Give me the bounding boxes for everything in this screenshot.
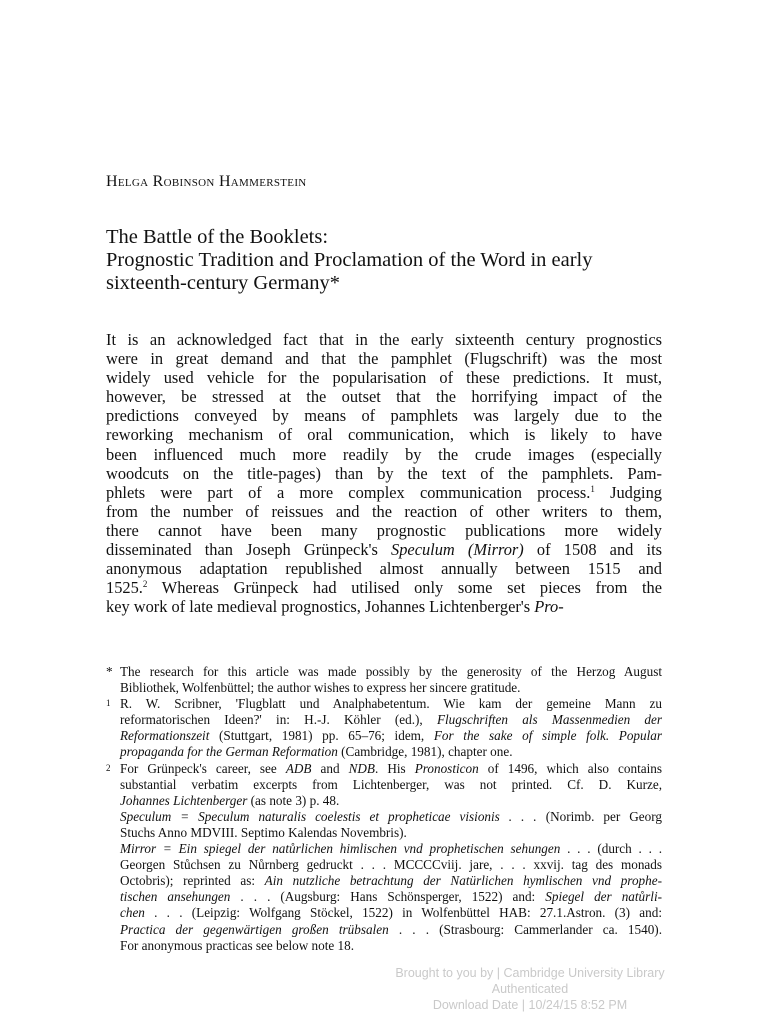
body-line: reworking mechanism of oral communication, which is likely to have bbox=[106, 425, 662, 445]
footnote-text: (Stuttgart, 1981) pp. 65–76; idem, bbox=[209, 728, 434, 744]
footnote-line bbox=[120, 922, 662, 938]
footnote-line bbox=[120, 809, 662, 825]
author-name: Helga Robinson Hammerstein bbox=[106, 173, 307, 190]
book-title: Practica der gegenwärtigen großen trübsalen bbox=[120, 921, 389, 937]
book-title: tischen ansehungen bbox=[120, 889, 231, 905]
footnote-line bbox=[120, 728, 662, 744]
body-line bbox=[106, 597, 662, 616]
footnote-line bbox=[120, 761, 662, 777]
footnote-text: . . . (Leipzig: Wolfgang Stöckel, 1522) in Wolfenbüttel HAB: 27.1.Astron. (3) and: bbox=[144, 905, 662, 921]
body-line: predictions conveyed by means of pamphlets was largely due to the bbox=[106, 406, 662, 426]
footnote-line bbox=[120, 712, 662, 728]
footnote-line: substantial verbatim excerpts from Lichtenberger, was not printed. Cf. D. Kurze, bbox=[120, 776, 662, 792]
footnote-mark: 2 bbox=[106, 762, 111, 773]
book-title: chen bbox=[120, 905, 145, 921]
footnote-text: . . . (durch . . . bbox=[560, 841, 662, 857]
footnote-text: (as note 3) p. 48. bbox=[247, 792, 340, 808]
footnote-text: Octobris); reprinted as: bbox=[120, 873, 265, 889]
title-line: The Battle of the Booklets: bbox=[106, 226, 329, 248]
footnote-line: Georgen Stůchsen zu Nůrnberg gedruckt . . . MCCCCviij. jare, . . . xxvij. tag des monads bbox=[120, 857, 662, 873]
footnote-text: . . . (Augsburg: Hans Schönsperger, 1522) and: bbox=[230, 889, 546, 905]
footnote-line: The research for this article was made possibly by the generosity of the Herzog August bbox=[120, 664, 662, 679]
body-line bbox=[106, 483, 662, 502]
body-line: been influenced much more readily by the crude images (especially bbox=[106, 444, 662, 464]
book-title: Speculum = Speculum naturalis coelestis et propheticae visionis . . . bbox=[120, 808, 537, 824]
footnote-text: (Cambridge, 1981), chapter one. bbox=[337, 744, 513, 760]
body-text: Judging bbox=[594, 482, 662, 502]
body-text: phlets were part of a more complex communication process. bbox=[106, 482, 591, 502]
book-title: Ain nutzliche betrachtung der Natürlichen hymlischen vnd prophe- bbox=[264, 873, 662, 889]
footnote-text: and bbox=[311, 760, 349, 776]
footnote-ref[interactable]: 2 bbox=[142, 579, 148, 590]
book-title: Pro- bbox=[534, 597, 564, 617]
book-title: Pronosticon bbox=[414, 760, 479, 776]
footnote-line bbox=[120, 905, 662, 921]
body-line: there cannot have been many prognostic publications more widely bbox=[106, 520, 662, 540]
body-line: from the number of reissues and the reaction of other writers to them, bbox=[106, 501, 662, 521]
body-text: key work of late medieval prognostics, Johannes Lichtenberger's bbox=[106, 597, 535, 617]
body-line bbox=[106, 578, 662, 597]
footnote-text: of 1496, which also contains bbox=[478, 760, 662, 776]
footnote-line: For anonymous practicas see below note 18. bbox=[120, 937, 355, 953]
body-text: Whereas Grünpeck had utilised only some set pieces from the bbox=[147, 578, 662, 598]
footnote-2 bbox=[106, 761, 662, 954]
body-line bbox=[106, 540, 662, 559]
book-title: NDB bbox=[348, 760, 375, 776]
body-text: 1525. bbox=[106, 578, 143, 598]
footnote-line bbox=[120, 889, 662, 905]
footnote-line bbox=[120, 744, 662, 760]
footnote-line: Stuchs Anno MDVIII. Septimo Kalendas Novembris). bbox=[120, 824, 407, 840]
footnote-line bbox=[120, 793, 662, 809]
book-title: propaganda for the German Reformation bbox=[120, 744, 338, 760]
title-line: Prognostic Tradition and Proclamation of the Word in early bbox=[106, 249, 593, 271]
watermark-line: Download Date | 10/24/15 8:52 PM bbox=[432, 998, 628, 1012]
footnote-text: reformatorischen Ideen?' in: H.-J. Köhler (ed.), bbox=[120, 712, 437, 728]
footnote-mark: * bbox=[106, 664, 113, 679]
book-title: Reformationszeit bbox=[120, 728, 210, 744]
book-title: Speculum (Mirror) bbox=[391, 540, 524, 560]
title-line: sixteenth-century Germany* bbox=[106, 272, 340, 294]
watermark-line: Authenticated bbox=[491, 982, 569, 996]
footnote-star bbox=[106, 664, 662, 696]
book-title: Mirror = Ein spiegel der natůrlichen himlischen vnd prophetischen sehungen bbox=[120, 841, 561, 857]
footnote-1 bbox=[106, 696, 662, 760]
footnote-mark: 1 bbox=[106, 698, 111, 709]
body-line: widely used vehicle for the popularisation of these predictions. It must, bbox=[106, 368, 662, 388]
book-title: Spiegel der natůrli- bbox=[545, 889, 662, 905]
footnote-text: . His bbox=[374, 760, 415, 776]
body-line: however, be stressed at the outset that the horrifying impact of the bbox=[106, 387, 662, 407]
body-line: anonymous adaptation republished almost annually between 1515 and bbox=[106, 559, 662, 579]
download-watermark bbox=[300, 965, 760, 1013]
footnote-text: . . . (Strasbourg: Cammerlander ca. 1540). bbox=[388, 921, 663, 937]
footnote-line bbox=[120, 873, 662, 889]
footnote-line bbox=[120, 841, 662, 857]
footnote-text: (Norimb. per Georg bbox=[536, 808, 662, 824]
book-title: Johannes Lichtenberger bbox=[120, 792, 248, 808]
body-line: were in great demand and that the pamphlet (Flugschrift) was the most bbox=[106, 349, 662, 369]
body-line: woodcuts on the title-pages) than by the text of the pamphlets. Pam- bbox=[106, 463, 662, 483]
body-line: It is an acknowledged fact that in the early sixteenth century prognostics bbox=[106, 330, 662, 349]
footnote-line: R. W. Scribner, 'Flugblatt und Analphabetentum. Wie kam der gemeine Mann zu bbox=[120, 696, 662, 712]
footnote-ref[interactable]: 1 bbox=[590, 483, 595, 494]
body-text: of 1508 and its bbox=[523, 540, 662, 560]
body-text: disseminated than Joseph Grünpeck's bbox=[106, 540, 392, 560]
book-title: For the sake of simple folk. Popular bbox=[433, 728, 662, 744]
body-paragraph bbox=[106, 330, 662, 616]
book-title: Flugschriften als Massenmedien der bbox=[436, 712, 663, 728]
footnotes bbox=[106, 664, 662, 954]
book-title: ADB bbox=[285, 760, 312, 776]
article-title bbox=[106, 226, 676, 295]
footnote-text: For Grünpeck's career, see bbox=[120, 760, 286, 776]
footnote-line: Bibliothek, Wolfenbüttel; the author wishes to express her sincere gratitude. bbox=[120, 680, 521, 696]
watermark-line: Brought to you by | Cambridge University Library bbox=[395, 966, 665, 980]
